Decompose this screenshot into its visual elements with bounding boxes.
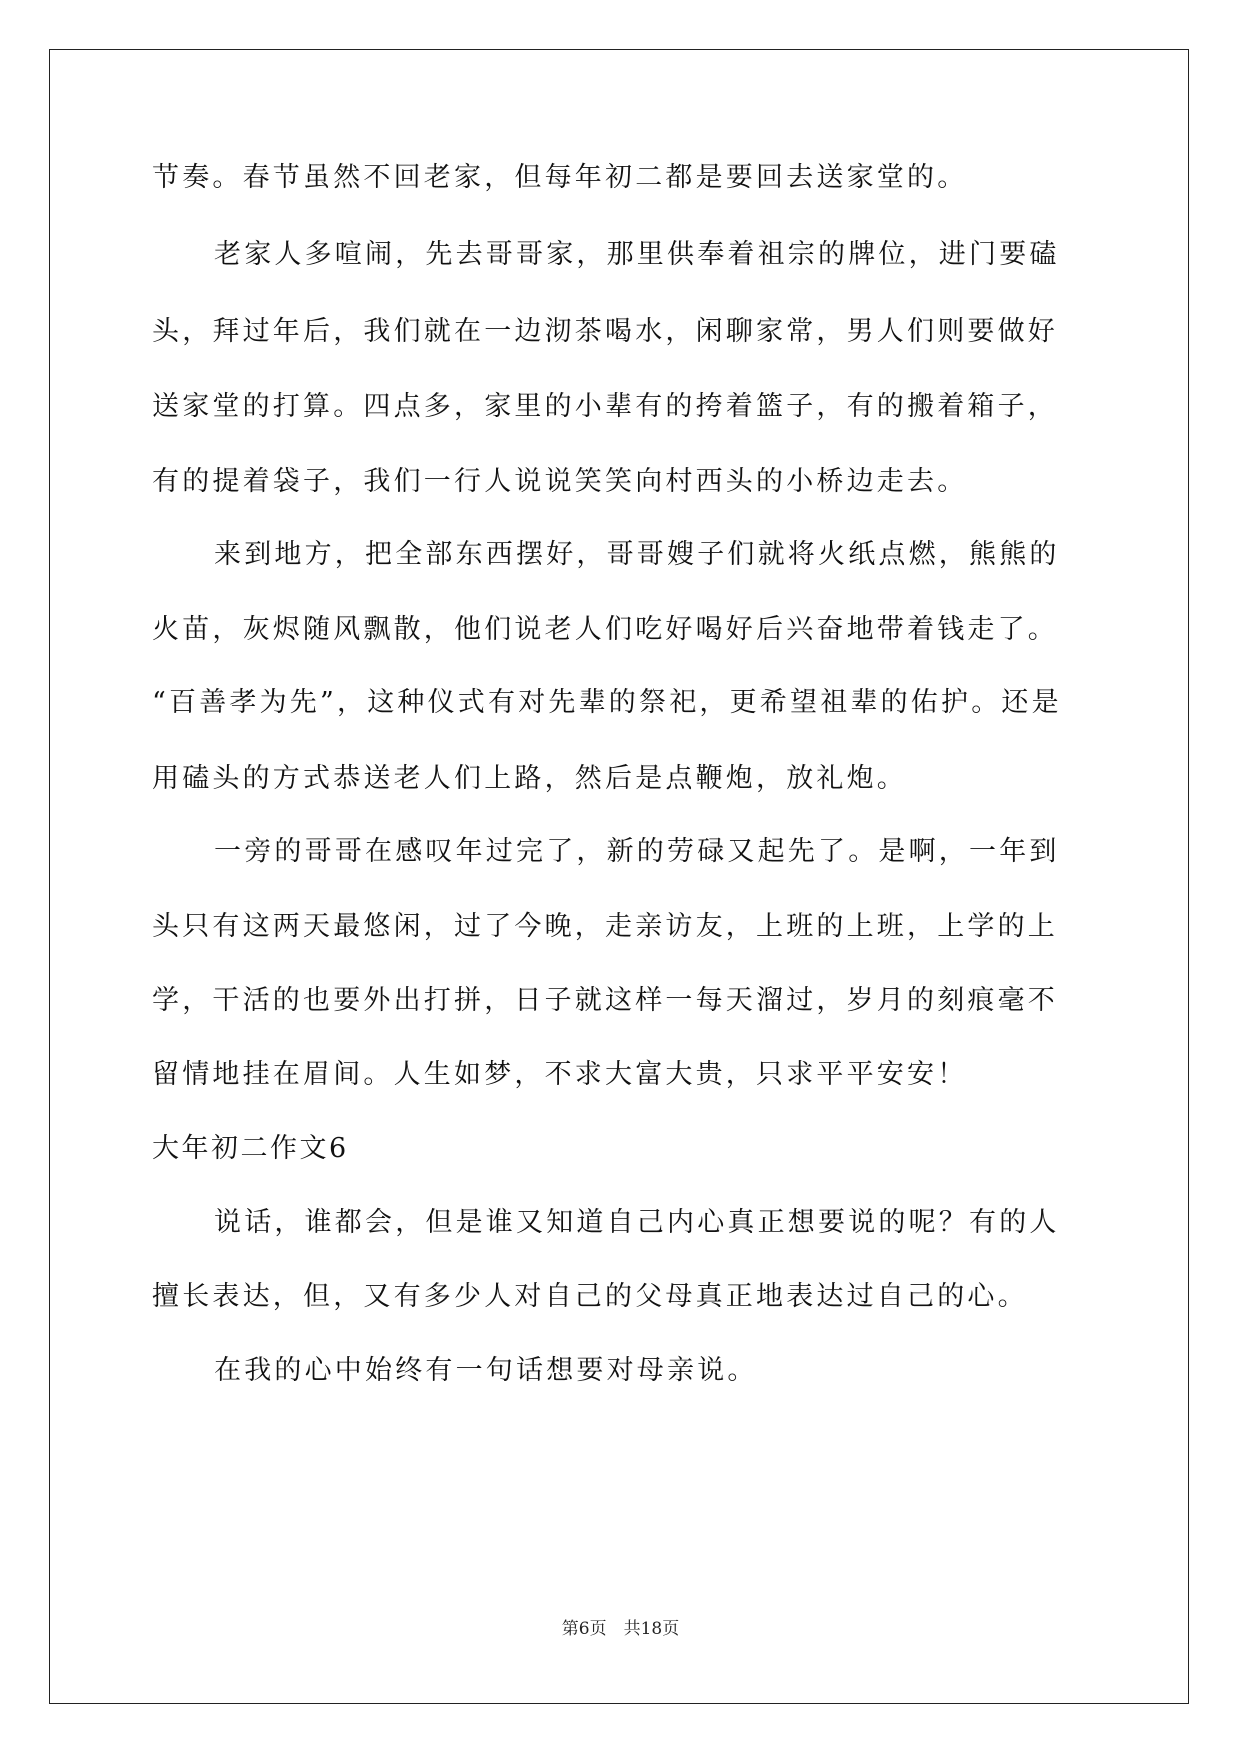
text-line: 火苗，灰烬随风飘散，他们说老人们吃好喝好后兴奋地带着钱走了。 xyxy=(152,614,1058,645)
paragraph-start: 在我的心中始终有一句话想要对母亲说。 xyxy=(214,1355,758,1386)
paragraph-start: 来到地方，把全部东西摆好，哥哥嫂子们就将火纸点燃，熊熊的 xyxy=(214,539,1060,570)
paragraph-start: 一旁的哥哥在感叹年过完了，新的劳碌又起先了。是啊，一年到 xyxy=(214,836,1060,867)
section-heading: 大年初二作文6 xyxy=(152,1133,349,1164)
text-line: “百善孝为先”，这种仪式有对先辈的祭祀，更希望祖辈的佑护。还是 xyxy=(152,687,1062,718)
text-line: 学，干活的也要外出打拼，日子就这样一每天溜过，岁月的刻痕毫不 xyxy=(152,985,1058,1016)
page-border xyxy=(49,49,1189,1704)
text-line: 有的提着袋子，我们一行人说说笑笑向村西头的小桥边走去。 xyxy=(152,466,968,497)
paragraph-start: 老家人多喧闹，先去哥哥家，那里供奉着祖宗的牌位，进门要磕 xyxy=(214,239,1060,270)
paragraph-start: 说话，谁都会，但是谁又知道自己内心真正想要说的呢？有的人 xyxy=(214,1207,1060,1238)
text-line: 擅长表达，但，又有多少人对自己的父母真正地表达过自己的心。 xyxy=(152,1281,1028,1312)
text-line: 头只有这两天最悠闲，过了今晚，走亲访友，上班的上班，上学的上 xyxy=(152,911,1058,942)
text-line: 节奏。春节虽然不回老家，但每年初二都是要回去送家堂的。 xyxy=(152,162,968,193)
text-line: 留情地挂在眉间。人生如梦，不求大富大贵，只求平平安安！ xyxy=(152,1059,968,1090)
page-footer: 第6页 共18页 xyxy=(561,1619,680,1639)
text-line: 头，拜过年后，我们就在一边沏茶喝水，闲聊家常，男人们则要做好 xyxy=(152,316,1058,347)
text-line: 用磕头的方式恭送老人们上路，然后是点鞭炮，放礼炮。 xyxy=(152,763,907,794)
text-line: 送家堂的打算。四点多，家里的小辈有的挎着篮子，有的搬着箱子， xyxy=(152,391,1058,422)
